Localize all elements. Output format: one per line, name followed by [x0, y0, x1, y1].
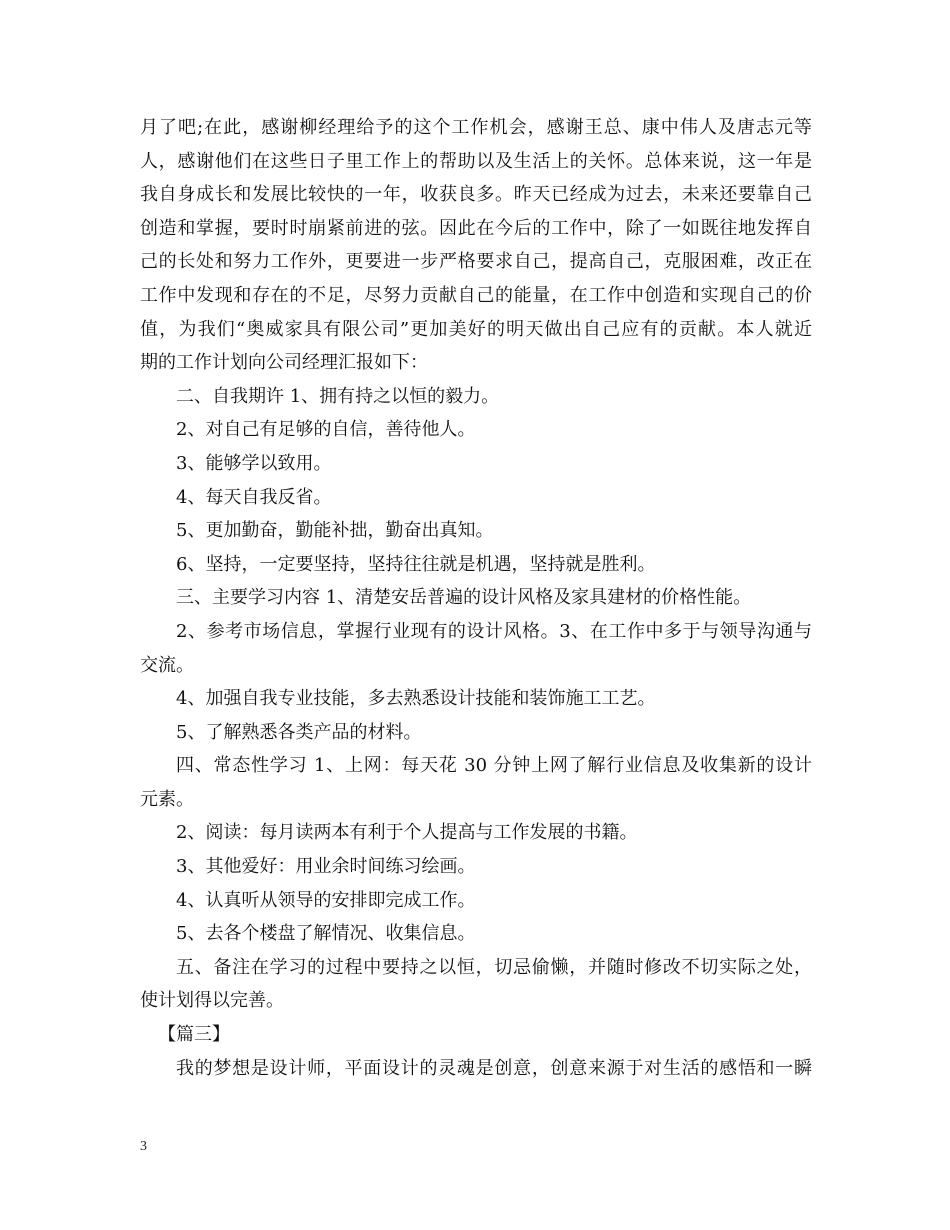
- section-heading-study-content: 三、主要学习内容 1、清楚安岳普遍的设计风格及家具建材的价格性能。: [176, 587, 752, 609]
- list-item: 4、每天自我反省。: [176, 486, 332, 508]
- text-line: 创造和掌握，要时时崩紧前进的弦。因此在今后的工作中，除了一如既往地发挥自: [140, 217, 812, 239]
- list-item: 3、能够学以致用。: [176, 452, 332, 474]
- list-item-continuation: 元素。: [140, 788, 194, 810]
- text-line: 值，为我们“奥威家具有限公司”更加美好的明天做出自己应有的贡献。本人就近: [140, 318, 812, 340]
- text-line: 期的工作计划向公司经理汇报如下：: [140, 352, 428, 374]
- section-heading-routine-study: 四、常态性学习 1、上网：每天花 30 分钟上网了解行业信息及收集新的设计: [176, 755, 812, 777]
- text-line-continuation: 使计划得以完善。: [140, 990, 284, 1012]
- list-item: 5、去各个楼盘了解情况、收集信息。: [176, 923, 476, 945]
- list-item: 6、坚持，一定要坚持，坚持往往就是机遇，坚持就是胜利。: [176, 553, 656, 575]
- list-item-continuation: 交流。: [140, 654, 194, 676]
- text-line: 己的长处和努力工作外，更要进一步严格要求自己，提高自己，克服困难，改正在: [140, 251, 812, 273]
- section-heading-notes: 五、备注在学习的过程中要持之以恒，切忌偷懒，并随时修改不切实际之处，: [176, 956, 812, 978]
- text-line: 人，感谢他们在这些日子里工作上的帮助以及生活上的关怀。总体来说，这一年是: [140, 150, 812, 172]
- text-line: 工作中发现和存在的不足，尽努力贡献自己的能量，在工作中创造和实现自己的价: [140, 284, 812, 306]
- list-item: 5、了解熟悉各类产品的材料。: [176, 721, 422, 743]
- list-item: 4、认真听从领导的安排即完成工作。: [176, 889, 476, 911]
- list-item: 5、更加勤奋，勤能补拙，勤奋出真知。: [176, 520, 494, 542]
- list-item: 4、加强自我专业技能，多去熟悉设计技能和装饰施工工艺。: [176, 688, 656, 710]
- text-line: 我的梦想是设计师，平面设计的灵魂是创意，创意来源于对生活的感悟和一瞬: [176, 1057, 812, 1079]
- article-heading-part-three: 【篇三】: [158, 1024, 230, 1046]
- list-item: 2、阅读：每月读两本有利于个人提高与工作发展的书籍。: [176, 822, 638, 844]
- list-item: 2、对自己有足够的自信，善待他人。: [176, 419, 476, 441]
- text-line: 我自身成长和发展比较快的一年，收获良多。昨天已经成为过去，未来还要靠自己: [140, 184, 812, 206]
- list-item: 3、其他爱好：用业余时间练习绘画。: [176, 856, 476, 878]
- document-body: [140, 111, 812, 1085]
- text-line: 月了吧;在此，感谢柳经理给予的这个工作机会，感谢王总、康中伟人及唐志元等: [140, 117, 812, 138]
- page-number: 3: [140, 1139, 147, 1154]
- section-heading-self-expectation: 二、自我期许 1、拥有持之以恒的毅力。: [176, 385, 500, 407]
- list-item: 2、参考市场信息，掌握行业现有的设计风格。3、在工作中多于与领导沟通与: [176, 620, 812, 642]
